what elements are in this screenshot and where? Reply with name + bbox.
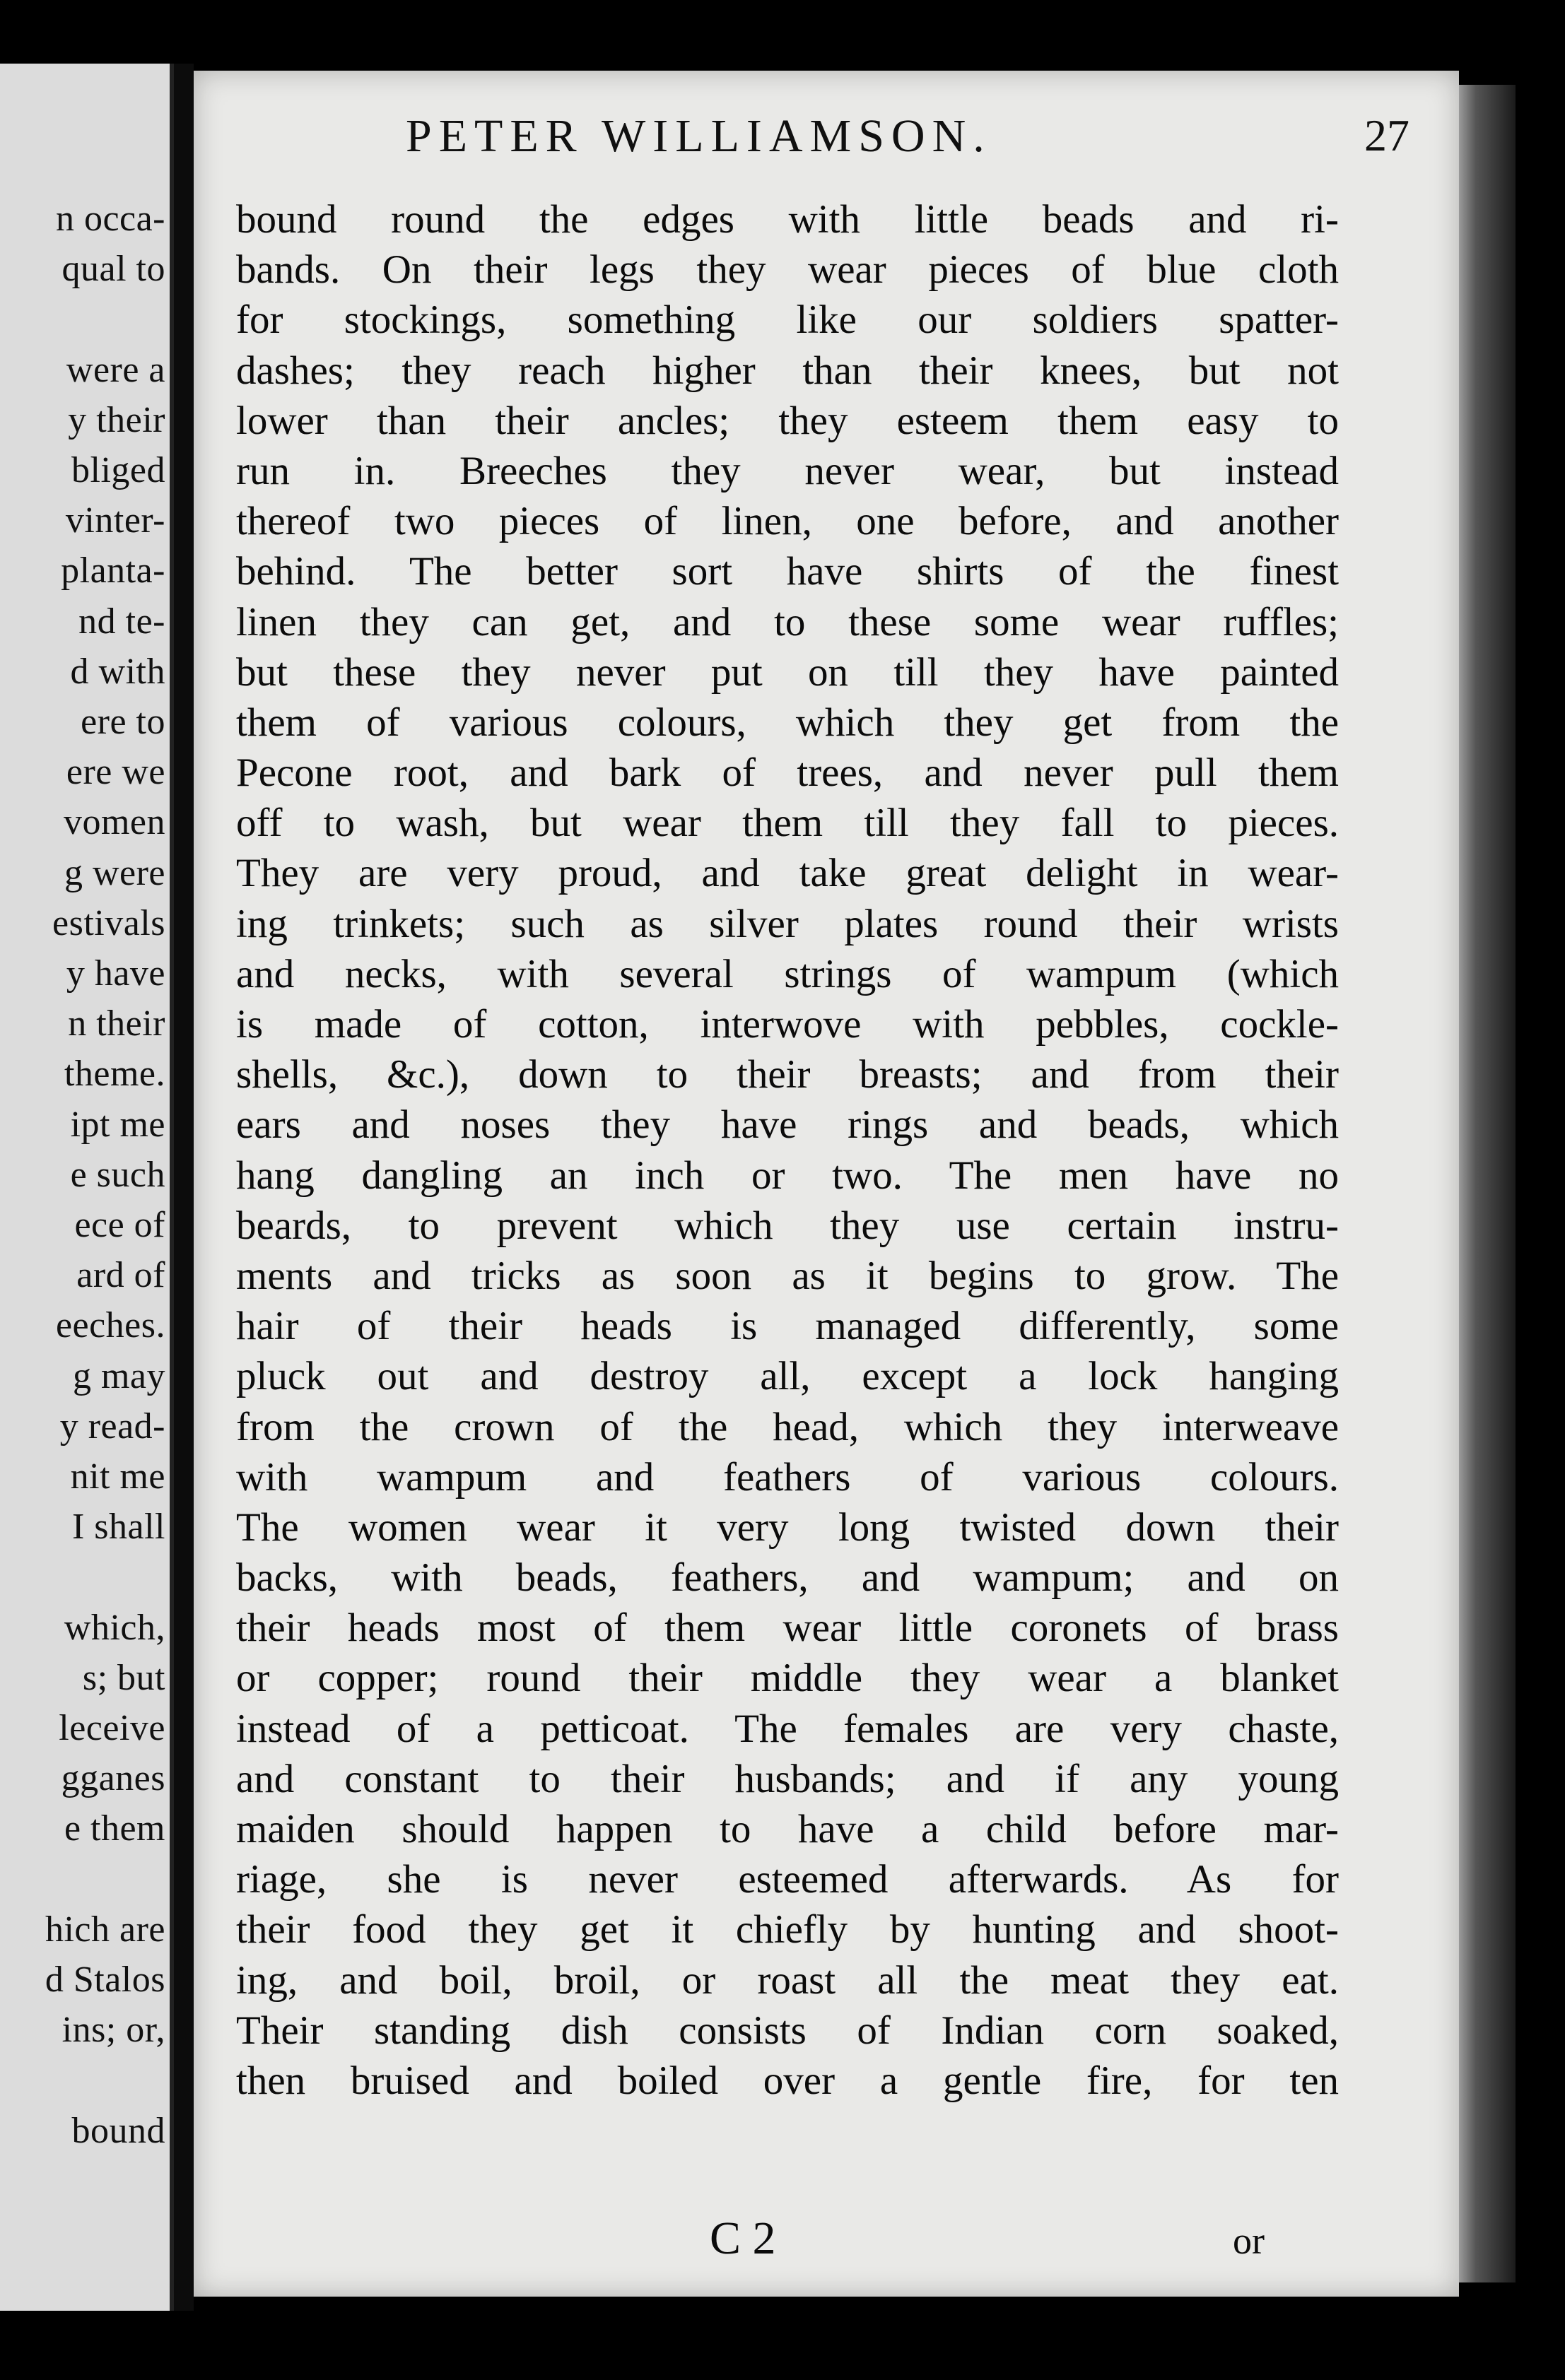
text-line: Their standing dish consists of Indian corn soaked, xyxy=(236,2008,1339,2053)
left-page-line: s; but xyxy=(82,1657,165,1698)
text-line: ing, and boil, broil, or roast all the meat they eat. xyxy=(236,1957,1339,2003)
catchword: or xyxy=(1233,2220,1265,2262)
text-line: bands. On their legs they wear pieces of blue cloth xyxy=(236,247,1339,293)
running-head-title: PETER WILLIAMSON. xyxy=(406,110,992,162)
left-page-line: nd te- xyxy=(78,601,165,642)
left-page-line: e such xyxy=(70,1154,165,1195)
left-page-line: ipt me xyxy=(70,1104,165,1145)
left-page-line: planta- xyxy=(61,550,165,591)
left-page-line: g were xyxy=(64,852,165,893)
signature-mark: C 2 xyxy=(710,2213,776,2264)
book-page xyxy=(194,71,1459,2297)
text-line: behind. The better sort have shirts of the finest xyxy=(236,549,1339,594)
left-page-line: bound xyxy=(71,2110,165,2151)
text-line: shells, &c.), down to their breasts; and from their xyxy=(236,1052,1339,1097)
text-line: ears and noses they have rings and beads, which xyxy=(236,1102,1339,1148)
text-line: them of various colours, which they get from the xyxy=(236,700,1339,745)
text-line: linen they can get, and to these some wear ruffles; xyxy=(236,599,1339,644)
text-line: and constant to their husbands; and if any young xyxy=(236,1756,1339,1801)
text-line: riage, she is never esteemed afterwards. As for xyxy=(236,1857,1339,1902)
left-page-line: vomen xyxy=(63,802,165,843)
text-line: ing trinkets; such as silver plates round their wrists xyxy=(236,901,1339,946)
text-line: but these they never put on till they have painted xyxy=(236,649,1339,695)
left-page-line: ere we xyxy=(66,752,165,793)
left-page-line: d with xyxy=(70,651,165,692)
text-line: thereof two pieces of linen, one before, and another xyxy=(236,499,1339,544)
text-line: hang dangling an inch or two. The men have no xyxy=(236,1153,1339,1198)
left-page-line: ard of xyxy=(76,1255,165,1296)
text-line: The women wear it very long twisted down their xyxy=(236,1504,1339,1550)
left-page-line: vinter- xyxy=(65,500,165,541)
page-edge xyxy=(1459,85,1516,2282)
left-page-line: ins; or, xyxy=(61,2010,165,2051)
text-line: then bruised and boiled over a gentle fire, for ten xyxy=(236,2058,1339,2103)
left-page-line: e them xyxy=(64,1808,165,1849)
text-line: run in. Breeches they never wear, but instead xyxy=(236,448,1339,493)
text-line: off to wash, but wear them till they fall to pieces. xyxy=(236,801,1339,846)
left-page-line: ere to xyxy=(81,702,165,742)
text-line: hair of their heads is managed differently, some xyxy=(236,1304,1339,1349)
text-line: Pecone root, and bark of trees, and never pull them xyxy=(236,750,1339,796)
text-line: their heads most of them wear little coronets of brass xyxy=(236,1606,1339,1651)
text-line: bound round the edges with little beads and ri- xyxy=(236,197,1339,242)
left-page-line: nit me xyxy=(70,1456,165,1497)
left-page-line: I shall xyxy=(71,1507,165,1548)
left-page-line: estivals xyxy=(52,902,165,943)
body-text xyxy=(236,194,1339,2106)
left-page-line: y read- xyxy=(59,1406,165,1447)
left-page-line: eeches. xyxy=(55,1305,165,1346)
left-page-line: d Stalos xyxy=(45,1960,165,2000)
text-line: maiden should happen to have a child before mar- xyxy=(236,1807,1339,1851)
left-page-line: were a xyxy=(66,349,165,390)
text-line: beards, to prevent which they use certain instru- xyxy=(236,1203,1339,1248)
left-page-fragment xyxy=(0,64,174,2311)
left-page-line: theme. xyxy=(64,1054,165,1095)
text-line: pluck out and destroy all, except a lock hanging xyxy=(236,1354,1339,1399)
left-page-line: hich are xyxy=(45,1909,165,1950)
text-line: lower than their ancles; they esteem them easy to xyxy=(236,398,1339,443)
text-line: ments and tricks as soon as it begins to grow. The xyxy=(236,1253,1339,1298)
left-page-line: y have xyxy=(66,953,165,994)
text-line: instead of a petticoat. The females are very chaste, xyxy=(236,1706,1339,1751)
left-page-line: g may xyxy=(72,1355,165,1396)
text-line: and necks, with several strings of wampum (which xyxy=(236,951,1339,996)
text-line: dashes; they reach higher than their knees, but not xyxy=(236,348,1339,393)
page-number: 27 xyxy=(1364,110,1409,160)
left-page-line: ece of xyxy=(74,1205,165,1245)
left-page-line: which, xyxy=(64,1607,165,1648)
left-page-line: qual to xyxy=(61,249,165,290)
text-line: They are very proud, and take great delight in wear- xyxy=(236,851,1339,896)
text-line: or copper; round their middle they wear a blanket xyxy=(236,1656,1339,1701)
left-page-line: n occa- xyxy=(55,199,165,239)
book-gutter xyxy=(174,64,194,2311)
text-line: with wampum and feathers of various colours. xyxy=(236,1454,1339,1500)
running-head xyxy=(194,110,1459,173)
left-page-line: y their xyxy=(68,399,165,440)
left-page-line: gganes xyxy=(61,1758,165,1799)
text-line: backs, with beads, feathers, and wampum; and on xyxy=(236,1555,1339,1601)
left-page-line: n their xyxy=(68,1003,165,1044)
left-page-line: bliged xyxy=(71,450,165,490)
text-line: is made of cotton, interwove with pebbles, cockle- xyxy=(236,1002,1339,1047)
left-page-line: leceive xyxy=(59,1708,165,1748)
text-line: for stockings, something like our soldiers spatter- xyxy=(236,298,1339,343)
text-line: their food they get it chiefly by hunting and shoot- xyxy=(236,1907,1339,1952)
text-line: from the crown of the head, which they interweave xyxy=(236,1404,1339,1449)
